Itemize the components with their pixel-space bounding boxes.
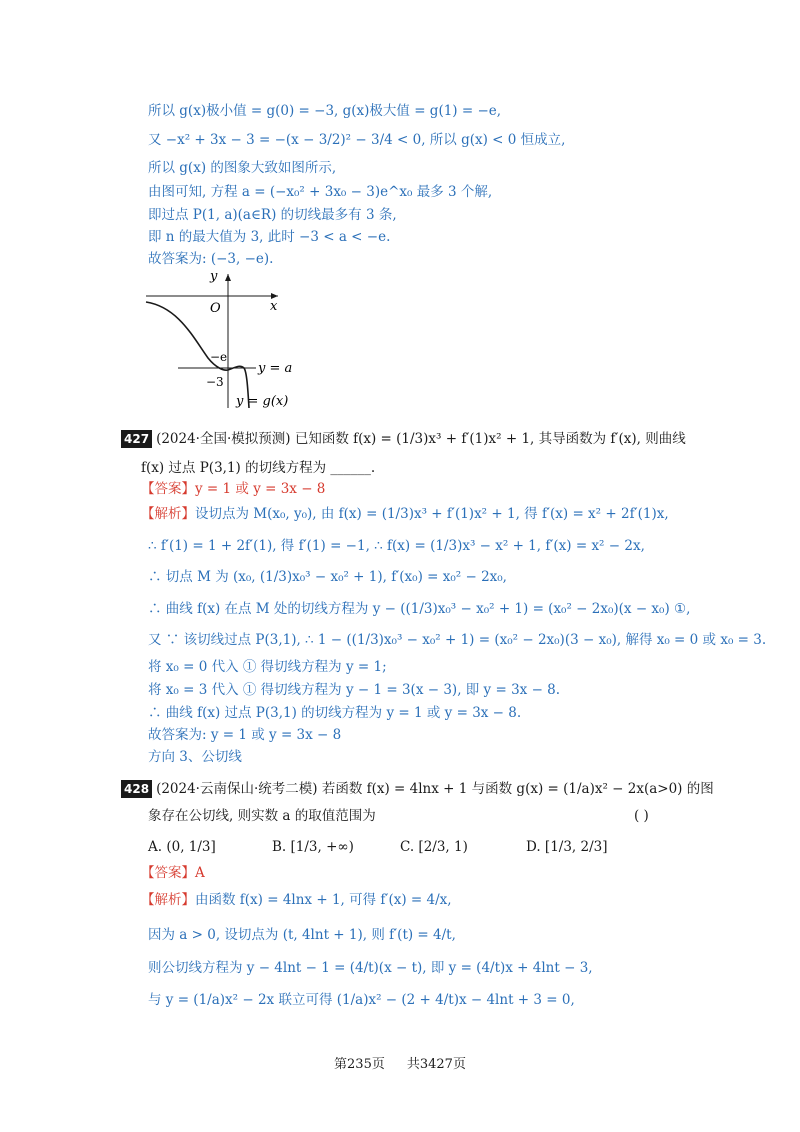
solution-line-2: 又 −x² + 3x − 3 = −(x − 3/2)² − 3/4 < 0, 所以 g(x) < 0 恒成立, — [148, 132, 566, 148]
option-d: D. [1/3, 2/3] — [526, 839, 608, 855]
answer-value: A — [195, 865, 205, 881]
answer-label: 【答案】 — [141, 865, 195, 881]
solution-line-3: 所以 g(x) 的图象大致如图所示, — [148, 160, 337, 176]
problem-427-answer — [141, 479, 325, 499]
problem-428-stem-line-1 — [121, 779, 714, 799]
problem-427-analysis-1 — [141, 504, 669, 524]
problem-428-analysis-2: 因为 a > 0, 设切点为 (t, 4lnt + 1), 则 f′(t) = 4/t, — [148, 927, 456, 943]
origin-label: O — [210, 301, 221, 316]
option-a: A. (0, 1/3] — [148, 839, 216, 855]
analysis-text: 设切点为 M(x₀, y₀), 由 f(x) = (1/3)x³ + f′(1)x² + 1, 得 f′(x) = x² + 2f′(1)x, — [195, 506, 669, 522]
answer-bracket: ( ) — [634, 808, 649, 824]
tick-label-neg-e: −e — [210, 350, 228, 364]
solution-line-7: 故答案为: (−3, −e). — [148, 251, 274, 267]
curve-g — [146, 302, 249, 408]
line-label: y = a — [258, 361, 293, 376]
axis-label-y: y — [210, 269, 218, 284]
problem-428-stem-text: (2024·云南保山·统考二模) 若函数 f(x) = 4lnx + 1 与函数 g(x) = (1/a)x² − 2x(a>0) 的图 — [156, 781, 714, 797]
analysis-label: 【解析】 — [141, 892, 195, 908]
problem-427-analysis-3: ∴ 切点 M 为 (x₀, (1/3)x₀³ − x₀² + 1), f′(x₀) = x₀² − 2x₀, — [148, 569, 507, 585]
solution-line-4: 由图可知, 方程 a = (−x₀² + 3x₀ − 3)e^x₀ 最多 3 个解, — [148, 184, 493, 200]
problem-427-analysis-5: 又 ∵ 该切线过点 P(3,1), ∴ 1 − ((1/3)x₀³ − x₀² + 1) = (x₀² − 2x₀)(3 − x₀), 解得 x₀ = 0 或 x₀ = 3. — [148, 632, 767, 648]
problem-428-stem-line-2: 象存在公切线, 则实数 a 的取值范围为 — [148, 808, 376, 824]
page-total: 共3427页 — [406, 1057, 466, 1072]
problem-428-analysis-3: 则公切线方程为 y − 4lnt − 1 = (4/t)(x − t), 即 y = (4/t)x + 4lnt − 3, — [148, 960, 593, 976]
problem-427-analysis-9: 故答案为: y = 1 或 y = 3x − 8 — [148, 727, 342, 743]
solution-line-5: 即过点 P(1, a)(a∈R) 的切线最多有 3 条, — [148, 207, 397, 223]
problem-427-analysis-8: ∴ 曲线 f(x) 过点 P(3,1) 的切线方程为 y = 1 或 y = 3x − 8. — [148, 705, 522, 721]
problem-427-stem-line-2: f(x) 过点 P(3,1) 的切线方程为 ______. — [141, 460, 376, 476]
y-axis-arrow — [225, 274, 231, 281]
problem-427-analysis-6: 将 x₀ = 0 代入 ① 得切线方程为 y = 1; — [148, 659, 387, 675]
problem-427-analysis-4: ∴ 曲线 f(x) 在点 M 处的切线方程为 y − ((1/3)x₀³ − x₀² + 1) = (x₀² − 2x₀)(x − x₀) ①, — [148, 601, 691, 617]
problem-427-stem-text: (2024·全国·模拟预测) 已知函数 f(x) = (1/3)x³ + f′(1)x² + 1, 其导函数为 f′(x), 则曲线 — [156, 431, 686, 447]
function-graph — [138, 262, 318, 414]
problem-427-stem-line-1 — [121, 429, 686, 449]
analysis-text: 由函数 f(x) = 4lnx + 1, 可得 f′(x) = 4/x, — [195, 892, 452, 908]
page-footer — [0, 1053, 800, 1072]
problem-428-answer — [141, 863, 205, 883]
problem-427-analysis-7: 将 x₀ = 3 代入 ① 得切线方程为 y − 1 = 3(x − 3), 即 y = 3x − 8. — [148, 682, 561, 698]
problem-428-analysis-4: 与 y = (1/a)x² − 2x 联立可得 (1/a)x² − (2 + 4/t)x − 4lnt + 3 = 0, — [148, 992, 575, 1008]
problem-number-427: 427 — [121, 430, 152, 448]
solution-line-6: 即 n 的最大值为 3, 此时 −3 < a < −e. — [148, 229, 391, 245]
page-number: 第235页 — [334, 1057, 385, 1072]
solution-line-1: 所以 g(x)极小值 = g(0) = −3, g(x)极大值 = g(1) = −e, — [148, 103, 502, 119]
axis-label-x: x — [270, 299, 278, 314]
option-b: B. [1/3, +∞) — [272, 839, 354, 855]
curve-label: y = g(x) — [236, 394, 289, 409]
section-heading-common-tangent: 方向 3、公切线 — [148, 749, 242, 765]
analysis-label: 【解析】 — [141, 506, 195, 522]
tick-label-neg-3: −3 — [206, 375, 224, 389]
answer-value: y = 1 或 y = 3x − 8 — [195, 481, 326, 497]
answer-label: 【答案】 — [141, 481, 195, 497]
option-c: C. [2/3, 1) — [400, 839, 468, 855]
problem-427-analysis-2: ∴ f′(1) = 1 + 2f′(1), 得 f′(1) = −1, ∴ f(x) = (1/3)x³ − x² + 1, f′(x) = x² − 2x, — [148, 538, 645, 554]
problem-428-analysis-1 — [141, 890, 452, 910]
problem-number-428: 428 — [121, 780, 152, 798]
